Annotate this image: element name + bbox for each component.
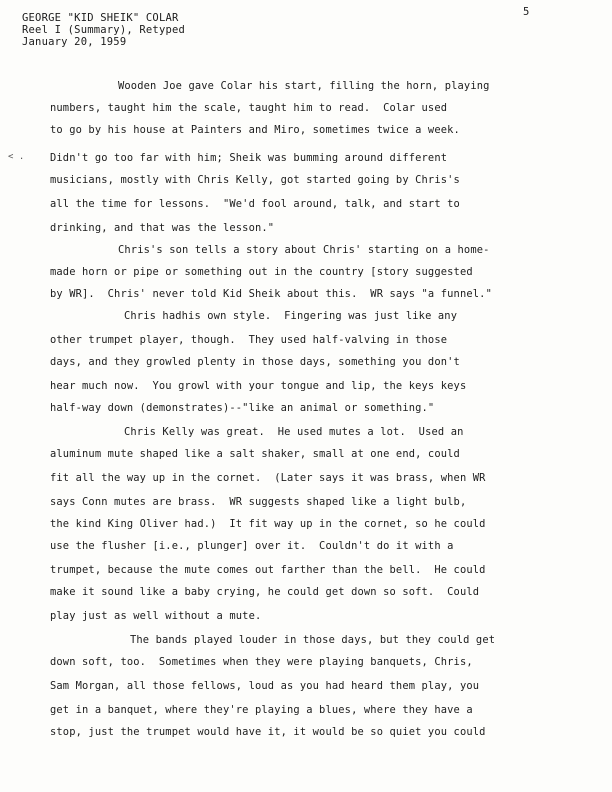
text-line: Sam Morgan, all those fellows, loud as you had heard them play, you <box>50 680 480 692</box>
text-line: aluminum mute shaped like a salt shaker, small at one end, could <box>50 448 460 460</box>
page-number: 5 <box>523 6 530 18</box>
margin-mark: < . <box>8 152 25 162</box>
text-line: stop, just the trumpet would have it, it would be so quiet you could <box>50 726 486 738</box>
text-line: says Conn mutes are brass. WR suggests shaped like a light bulb, <box>50 496 467 508</box>
header-date: January 20, 1959 <box>22 36 127 48</box>
text-line: trumpet, because the mute comes out farther than the bell. He could <box>50 564 486 576</box>
header-title: GEORGE "KID SHEIK" COLAR <box>22 12 179 24</box>
text-line: half-way down (demonstrates)--"like an animal or something." <box>50 402 435 414</box>
text-line: other trumpet player, though. They used half-valving in those <box>50 334 448 346</box>
text-line: play just as well without a mute. <box>50 610 262 622</box>
text-line: drinking, and that was the lesson." <box>50 222 275 234</box>
text-line: Chris Kelly was great. He used mutes a lot. Used an <box>124 426 464 438</box>
text-line: made horn or pipe or something out in the country [story suggested <box>50 266 473 278</box>
text-line: get in a banquet, where they're playing a blues, where they have a <box>50 704 473 716</box>
text-line: down soft, too. Sometimes when they were playing banquets, Chris, <box>50 656 473 668</box>
text-line: fit all the way up in the cornet. (Later says it was brass, when WR <box>50 472 486 484</box>
text-line: Didn't go too far with him; Sheik was bumming around different <box>50 152 448 164</box>
text-line: Wooden Joe gave Colar his start, filling the horn, playing <box>118 80 490 92</box>
text-line: use the flusher [i.e., plunger] over it. Couldn't do it with a <box>50 540 454 552</box>
text-line: days, and they growled plenty in those days, something you don't <box>50 356 460 368</box>
text-line: hear much now. You growl with your tongue and lip, the keys keys <box>50 380 467 392</box>
header-reel: Reel I (Summary), Retyped <box>22 24 186 36</box>
text-line: numbers, taught him the scale, taught him to read. Colar used <box>50 102 448 114</box>
text-line: by WR]. Chris' never told Kid Sheik about this. WR says "a funnel." <box>50 288 492 300</box>
text-line: make it sound like a baby crying, he could get down so soft. Could <box>50 586 480 598</box>
text-line: the kind King Oliver had.) It fit way up in the cornet, so he could <box>50 518 486 530</box>
text-line: Chris hadhis own style. Fingering was just like any <box>124 310 458 322</box>
text-line: The bands played louder in those days, but they could get <box>130 634 496 646</box>
document-header <box>22 12 185 48</box>
text-line: to go by his house at Painters and Miro, sometimes twice a week. <box>50 124 460 136</box>
text-line: Chris's son tells a story about Chris' starting on a home- <box>118 244 490 256</box>
text-line: all the time for lessons. "We'd fool around, talk, and start to <box>50 198 460 210</box>
text-line: musicians, mostly with Chris Kelly, got started going by Chris's <box>50 174 460 186</box>
